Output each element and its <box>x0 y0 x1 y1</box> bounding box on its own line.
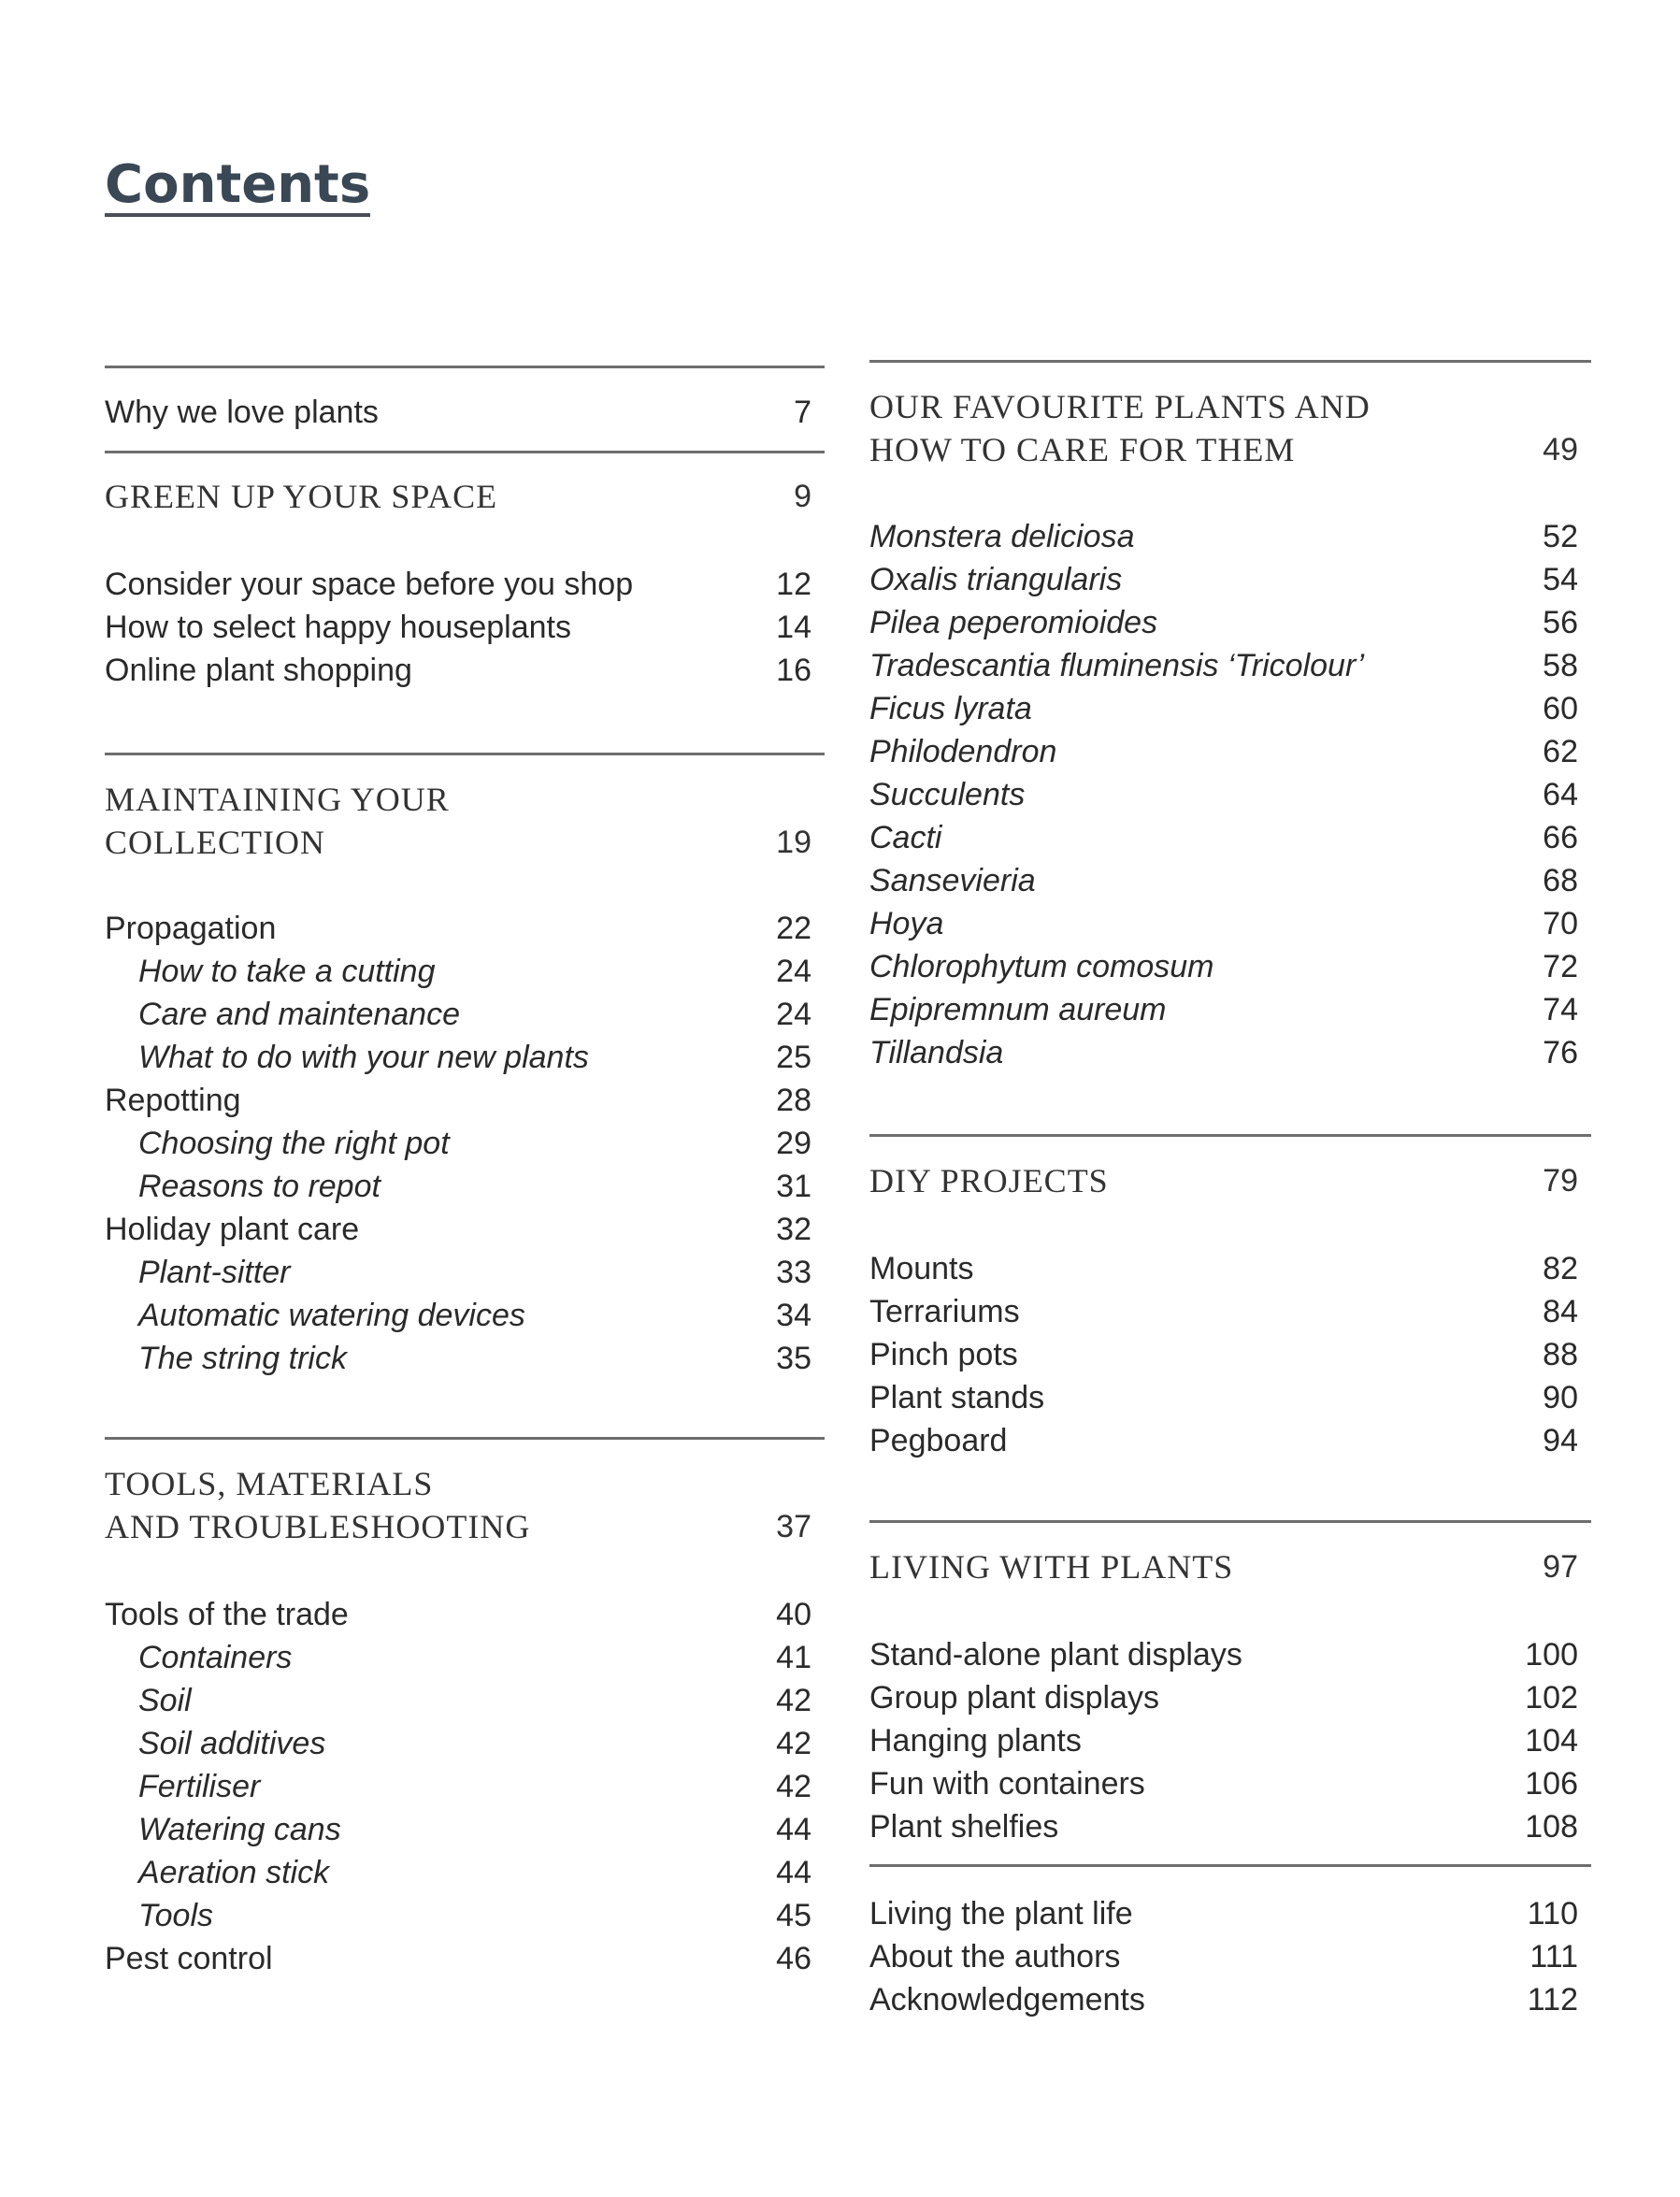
toc-entry[interactable] <box>869 1892 1578 1935</box>
toc-label: Fun with containers <box>869 1766 1145 1802</box>
divider <box>869 1134 1591 1137</box>
toc-label: Cacti <box>869 820 942 855</box>
toc-entry[interactable] <box>869 1935 1578 1978</box>
toc-label: Watering cans <box>138 1812 341 1847</box>
page-number: 58 <box>1543 648 1578 683</box>
toc-right-column <box>869 0 1591 2197</box>
page-number: 104 <box>1525 1723 1578 1759</box>
page-number: 106 <box>1525 1766 1578 1802</box>
toc-entry[interactable] <box>869 1247 1578 1290</box>
toc-label: About the authors <box>869 1939 1121 1974</box>
toc-entry[interactable] <box>105 1593 811 1636</box>
toc-subentry[interactable] <box>105 1636 811 1679</box>
page-number: 31 <box>776 1169 811 1204</box>
page-number: 22 <box>776 911 811 946</box>
page-number: 108 <box>1525 1809 1578 1845</box>
toc-label: Terrariums <box>869 1294 1020 1329</box>
page-number: 72 <box>1543 949 1578 984</box>
page-number: 12 <box>776 567 811 602</box>
page-number: 9 <box>794 479 811 514</box>
toc-label: Oxalis triangularis <box>869 562 1123 597</box>
section-title: LIVING WITH PLANTS <box>869 1548 1234 1586</box>
section-heading[interactable] <box>869 385 1578 471</box>
toc-entry[interactable] <box>869 687 1578 730</box>
toc-label: Living the plant life <box>869 1896 1133 1931</box>
divider <box>105 753 825 755</box>
toc-label: Soil <box>138 1683 192 1718</box>
page-title: Contents <box>105 154 371 215</box>
toc-entry[interactable] <box>869 730 1578 773</box>
section-heading[interactable] <box>105 475 811 518</box>
toc-subentry[interactable] <box>105 1679 811 1722</box>
toc-entry[interactable] <box>105 907 811 950</box>
toc-label: Hoya <box>869 906 944 941</box>
toc-label: Stand-alone plant displays <box>869 1637 1242 1673</box>
page-number: 46 <box>776 1941 811 1976</box>
toc-entry[interactable] <box>869 945 1578 988</box>
section-title: OUR FAVOURITE PLANTS AND <box>869 388 1371 425</box>
toc-entry[interactable] <box>869 1419 1578 1462</box>
page-number: 32 <box>776 1212 811 1247</box>
toc-subentry[interactable] <box>105 1122 811 1165</box>
section-title: MAINTAINING YOUR <box>105 781 450 818</box>
page-number: 100 <box>1525 1637 1578 1673</box>
toc-entry[interactable] <box>869 816 1578 859</box>
toc-label: Holiday plant care <box>105 1212 360 1247</box>
toc-entry[interactable] <box>869 902 1578 945</box>
toc-label: Tools <box>138 1898 214 1933</box>
section-title: COLLECTION <box>105 824 325 861</box>
page-number: 37 <box>776 1509 811 1544</box>
toc-entry[interactable] <box>869 1633 1578 1676</box>
toc-entry[interactable] <box>869 1805 1578 1848</box>
section-title: TOOLS, MATERIALS <box>105 1465 434 1502</box>
page-number: 44 <box>776 1855 811 1890</box>
section-heading[interactable] <box>869 1545 1578 1588</box>
page-number: 111 <box>1529 1939 1578 1974</box>
toc-subentry[interactable] <box>105 1165 811 1208</box>
toc-entry[interactable] <box>105 1208 811 1251</box>
toc-entry[interactable] <box>869 644 1578 687</box>
toc-entry[interactable] <box>869 1762 1578 1805</box>
page-number: 35 <box>776 1341 811 1376</box>
toc-entry[interactable] <box>869 1719 1578 1762</box>
toc-label: Ficus lyrata <box>869 691 1032 726</box>
page-number: 97 <box>1543 1549 1578 1585</box>
toc-label: Monstera deliciosa <box>869 519 1135 554</box>
page-number: 28 <box>776 1083 811 1118</box>
section-title: DIY PROJECTS <box>869 1162 1109 1199</box>
toc-entry[interactable] <box>105 1937 811 1980</box>
page-number: 41 <box>776 1640 811 1675</box>
page-number: 52 <box>1543 519 1578 554</box>
toc-label: Care and maintenance <box>138 997 461 1032</box>
toc-entry[interactable] <box>869 988 1578 1031</box>
toc-subentry[interactable] <box>105 1036 811 1079</box>
toc-subentry[interactable] <box>105 1722 811 1765</box>
page-number: 42 <box>776 1769 811 1804</box>
toc-subentry[interactable] <box>105 1251 811 1294</box>
toc-entry[interactable] <box>869 1290 1578 1333</box>
page-number: 19 <box>776 825 811 860</box>
toc-label: The string trick <box>138 1341 347 1376</box>
page-number: 29 <box>776 1126 811 1161</box>
page-number: 34 <box>776 1298 811 1333</box>
toc-label: Repotting <box>105 1083 241 1118</box>
toc-subentry[interactable] <box>105 993 811 1036</box>
toc-label: Consider your space before you shop <box>105 567 634 602</box>
toc-label: Tillandsia <box>869 1035 1004 1070</box>
toc-entry[interactable] <box>869 1978 1578 2021</box>
section-title: AND TROUBLESHOOTING <box>105 1508 531 1545</box>
page-number: 60 <box>1543 691 1578 726</box>
page-number: 33 <box>776 1255 811 1290</box>
page-number: 25 <box>776 1040 811 1075</box>
toc-left-column <box>105 0 825 2197</box>
toc-label: Pegboard <box>869 1423 1008 1458</box>
toc-label: Hanging plants <box>869 1723 1082 1759</box>
page-number: 74 <box>1543 992 1578 1027</box>
page-number: 62 <box>1543 734 1578 769</box>
toc-label: Soil additives <box>138 1726 326 1761</box>
toc-label: How to select happy houseplants <box>105 610 571 645</box>
toc-entry[interactable] <box>869 1333 1578 1376</box>
page-number: 56 <box>1543 605 1578 640</box>
page-number: 44 <box>776 1812 811 1847</box>
page-number: 42 <box>776 1726 811 1761</box>
page-number: 90 <box>1543 1380 1578 1415</box>
toc-entry[interactable] <box>869 859 1578 902</box>
toc-label: Online plant shopping <box>105 653 412 688</box>
toc-label: Plant shelfies <box>869 1809 1059 1845</box>
toc-label: How to take a cutting <box>138 954 436 989</box>
section-heading[interactable] <box>105 1462 811 1548</box>
toc-label: Pest control <box>105 1941 273 1976</box>
toc-subentry[interactable] <box>105 1294 811 1337</box>
toc-entry[interactable] <box>869 601 1578 644</box>
toc-entry[interactable] <box>105 1079 811 1122</box>
page-number: 110 <box>1527 1896 1578 1931</box>
toc-label: Tools of the trade <box>105 1597 349 1632</box>
toc-label: Sansevieria <box>869 863 1036 898</box>
page-number: 64 <box>1543 777 1578 812</box>
toc-entry[interactable] <box>869 773 1578 816</box>
toc-entry[interactable] <box>869 1376 1578 1419</box>
toc-label: Mounts <box>869 1251 974 1286</box>
page-number: 7 <box>794 395 811 430</box>
toc-entry[interactable] <box>869 1676 1578 1719</box>
toc-label: Containers <box>138 1640 293 1675</box>
page-number: 84 <box>1543 1294 1578 1329</box>
page-number: 14 <box>776 610 811 645</box>
divider <box>105 451 825 453</box>
toc-subentry[interactable] <box>105 1851 811 1894</box>
section-heading[interactable] <box>105 778 811 864</box>
page-number: 24 <box>776 997 811 1032</box>
section-title: GREEN UP YOUR SPACE <box>105 478 498 515</box>
toc-label: Plant-sitter <box>138 1255 291 1290</box>
toc-label: Fertiliser <box>138 1769 261 1804</box>
toc-label: Choosing the right pot <box>138 1126 450 1161</box>
toc-label: Propagation <box>105 911 277 946</box>
page-number: 94 <box>1543 1423 1578 1458</box>
toc-entry[interactable] <box>105 391 811 434</box>
toc-label: Succulents <box>869 777 1026 812</box>
toc-entry[interactable] <box>105 606 811 649</box>
page-number: 79 <box>1543 1163 1578 1199</box>
toc-label: Why we love plants <box>105 395 379 430</box>
toc-label: Automatic watering devices <box>138 1298 525 1333</box>
page-number: 66 <box>1543 820 1578 855</box>
toc-entry[interactable] <box>105 649 811 692</box>
page-number: 88 <box>1543 1337 1578 1372</box>
toc-entry[interactable] <box>869 515 1578 558</box>
toc-label: Group plant displays <box>869 1680 1159 1716</box>
page-number: 112 <box>1527 1982 1578 2018</box>
section-heading[interactable] <box>869 1159 1578 1202</box>
toc-label: Plant stands <box>869 1380 1045 1415</box>
divider <box>105 366 825 368</box>
section-title: HOW TO CARE FOR THEM <box>869 431 1296 468</box>
toc-entry[interactable] <box>869 1031 1578 1074</box>
toc-label: Aeration stick <box>138 1855 330 1890</box>
page-number: 45 <box>776 1898 811 1933</box>
page-number: 102 <box>1525 1680 1578 1716</box>
toc-entry[interactable] <box>105 563 811 606</box>
toc-label: Philodendron <box>869 734 1057 769</box>
page-number: 82 <box>1543 1251 1578 1286</box>
page-number: 76 <box>1543 1035 1578 1070</box>
toc-label: Pinch pots <box>869 1337 1018 1372</box>
toc-subentry[interactable] <box>105 1337 811 1380</box>
page-number: 42 <box>776 1683 811 1718</box>
toc-label: Acknowledgements <box>869 1982 1145 2018</box>
page-number: 54 <box>1543 562 1578 597</box>
toc-label: Reasons to repot <box>138 1169 381 1204</box>
toc-subentry[interactable] <box>105 1765 811 1808</box>
divider <box>869 360 1591 363</box>
divider <box>869 1520 1591 1523</box>
divider <box>105 1437 825 1440</box>
toc-entry[interactable] <box>869 558 1578 601</box>
toc-label: What to do with your new plants <box>138 1040 589 1075</box>
toc-subentry[interactable] <box>105 950 811 993</box>
toc-subentry[interactable] <box>105 1894 811 1937</box>
toc-subentry[interactable] <box>105 1808 811 1851</box>
toc-label: Tradescantia fluminensis ‘Tricolour’ <box>869 648 1365 683</box>
page-number: 68 <box>1543 863 1578 898</box>
toc-label: Chlorophytum comosum <box>869 949 1214 984</box>
page-number: 70 <box>1543 906 1578 941</box>
toc-label: Pilea peperomioides <box>869 605 1158 640</box>
toc-label: Epipremnum aureum <box>869 992 1167 1027</box>
page-number: 40 <box>776 1597 811 1632</box>
page-number: 16 <box>776 653 811 688</box>
page-number: 49 <box>1543 432 1578 467</box>
page-number: 24 <box>776 954 811 989</box>
divider <box>869 1864 1591 1867</box>
